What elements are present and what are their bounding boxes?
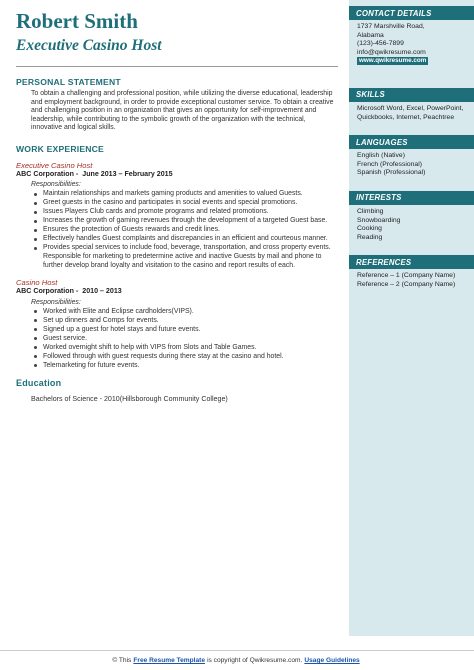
interests-heading: INTERESTS — [356, 193, 402, 203]
skills-text: Microsoft Word, Excel, PowerPoint, Quickbooks, Internet, Peachtree — [357, 104, 464, 121]
job-entry — [16, 161, 338, 270]
bullet-icon — [34, 364, 37, 367]
bullet-icon — [34, 310, 37, 313]
bullet-icon — [34, 211, 37, 214]
list-item-text: Followed through with guest requests during there stay at the casino and hotel. — [43, 352, 284, 360]
contact-body — [349, 20, 474, 66]
contact-address-line1: 1737 Marshville Road, — [357, 23, 425, 30]
job-company: ABC Corporation - — [16, 287, 79, 296]
list-item — [32, 308, 338, 317]
list-item-text: Ensures the protection of Guests rewards and credit lines. — [43, 226, 220, 234]
skills-heading: SKILLS — [356, 90, 385, 100]
list-item-text: Maintain relationships and markets gaming products and amenities to valued Guests. — [43, 190, 303, 198]
list-item: Reading — [357, 233, 383, 241]
list-item: Snowboarding — [357, 216, 401, 224]
bullet-icon — [34, 328, 37, 331]
list-item — [32, 326, 338, 335]
bullet-icon — [34, 229, 37, 232]
responsibilities-list — [32, 308, 338, 371]
interests-list — [349, 205, 474, 242]
list-item-text: Issues Players Club cards and promote programs and related promotions. — [43, 208, 269, 216]
bullet-icon — [34, 247, 37, 250]
bullet-icon — [34, 193, 37, 196]
main-column — [16, 8, 338, 404]
list-item — [32, 208, 338, 217]
bullet-icon — [34, 238, 37, 241]
job-company-line — [16, 170, 338, 179]
list-item — [32, 317, 338, 326]
job-entry — [16, 278, 338, 370]
contact-heading: CONTACT DETAILS — [356, 8, 432, 18]
footer-prefix: © This — [112, 657, 132, 664]
list-item: Climbing — [357, 207, 384, 215]
bullet-icon — [34, 346, 37, 349]
list-item — [32, 344, 338, 353]
languages-section — [349, 135, 474, 178]
contact-heading-bar — [349, 6, 474, 20]
list-item: Reference – 2 (Company Name) — [357, 280, 456, 288]
list-item — [32, 335, 338, 344]
job-role: Executive Casino Host — [16, 160, 93, 170]
list-item-text: Worked overnight shift to help with VIPS from Slots and Table Games. — [43, 343, 257, 351]
list-item-text: Guest service. — [43, 334, 88, 342]
skills-heading-bar — [349, 88, 474, 102]
interests-heading-bar — [349, 191, 474, 205]
statement-heading: PERSONAL STATEMENT — [16, 77, 121, 87]
interests-section — [349, 191, 474, 242]
list-item: French (Professional) — [357, 160, 422, 168]
list-item — [32, 226, 338, 235]
contact-address-line2: Alabama — [357, 31, 384, 39]
candidate-name: Robert Smith — [16, 9, 138, 33]
responsibilities-list — [32, 190, 338, 270]
contact-website-link[interactable]: www.qwikresume.com — [359, 57, 427, 65]
list-item — [32, 190, 338, 199]
list-item-text: Effectively handles Guest complaints and discrepancies in an efficient and courteous manner. — [43, 235, 328, 243]
list-item: Cooking — [357, 225, 382, 233]
list-item-text: Set up dinners and Comps for events. — [43, 316, 159, 324]
job-company: ABC Corporation - — [16, 169, 79, 178]
list-item: Reference – 1 (Company Name) — [357, 272, 456, 280]
job-role: Casino Host — [16, 278, 58, 288]
list-item-text: Worked with Elite and Eclipse cardholders(VIPS). — [43, 307, 194, 315]
job-dates: 2010 – 2013 — [82, 287, 122, 296]
languages-heading-bar — [349, 135, 474, 149]
references-section — [349, 255, 474, 289]
list-item — [32, 235, 338, 244]
work-heading: WORK EXPERIENCE — [16, 143, 104, 154]
bullet-icon — [34, 355, 37, 358]
list-item-text: Increases the growth of gaming revenues through the development of a targeted Guest base. — [43, 217, 328, 225]
bullet-icon — [34, 202, 37, 205]
languages-heading: LANGUAGES — [356, 137, 408, 147]
list-item — [32, 362, 338, 371]
job-company-line — [16, 287, 338, 296]
title-divider — [16, 66, 338, 67]
usage-guidelines-link[interactable]: Usage Guidelines — [304, 657, 360, 664]
sidebar — [349, 0, 474, 636]
list-item — [32, 217, 338, 226]
education-text: Bachelors of Science - 2010(Hillsborough Community College) — [31, 395, 228, 404]
references-list — [349, 269, 474, 289]
contact-section — [349, 6, 474, 66]
references-heading-bar — [349, 255, 474, 269]
references-heading: REFERENCES — [356, 257, 412, 267]
footer — [0, 650, 474, 670]
free-resume-template-link[interactable]: Free Resume Template — [133, 657, 206, 664]
candidate-title: Executive Casino Host — [16, 37, 162, 54]
list-item — [32, 353, 338, 362]
languages-list — [349, 149, 474, 178]
list-item-text: Provides special services to include food, beverage, transportation, and cross property events. Responsible for marketing to predetermine active and inactive Guests by mail and phone to further develop brand loyalty and visitation to the casino and report results of each. — [43, 244, 331, 269]
bullet-icon — [34, 220, 37, 223]
list-item-text: Greet guests in the casino and participates in social events and special promotions. — [43, 199, 298, 207]
job-dates: June 2013 – February 2015 — [82, 169, 173, 178]
statement-text: To obtain a challenging and professional position, while utilizing the diverse educational, leadership and employment background, in order to provide exceptional customer service. To obtain a creative and challenging position in an organization that gives an opportunity for self-improvement and leadership, while contributing to the symbolic growth of the organization with the technical, innovative and logical skills. — [31, 90, 334, 132]
list-item-text: Signed up a guest for hotel stays and future events. — [43, 325, 201, 333]
responsibilities-label: Responsibilities: — [31, 298, 81, 306]
education-heading: Education — [16, 378, 62, 389]
footer-middle: is copyright of Qwikresume.com. — [207, 657, 303, 664]
list-item: English (Native) — [357, 152, 405, 160]
contact-phone: (123)-456-7899 — [357, 40, 404, 48]
bullet-icon — [34, 319, 37, 322]
list-item — [32, 244, 338, 270]
list-item-text: Telemarketing for future events. — [43, 361, 140, 369]
list-item: Spanish (Professional) — [357, 169, 426, 177]
skills-section — [349, 88, 474, 122]
responsibilities-label: Responsibilities: — [31, 181, 81, 189]
list-item — [32, 199, 338, 208]
contact-email[interactable]: info@qwikresume.com — [357, 48, 426, 56]
bullet-icon — [34, 337, 37, 340]
